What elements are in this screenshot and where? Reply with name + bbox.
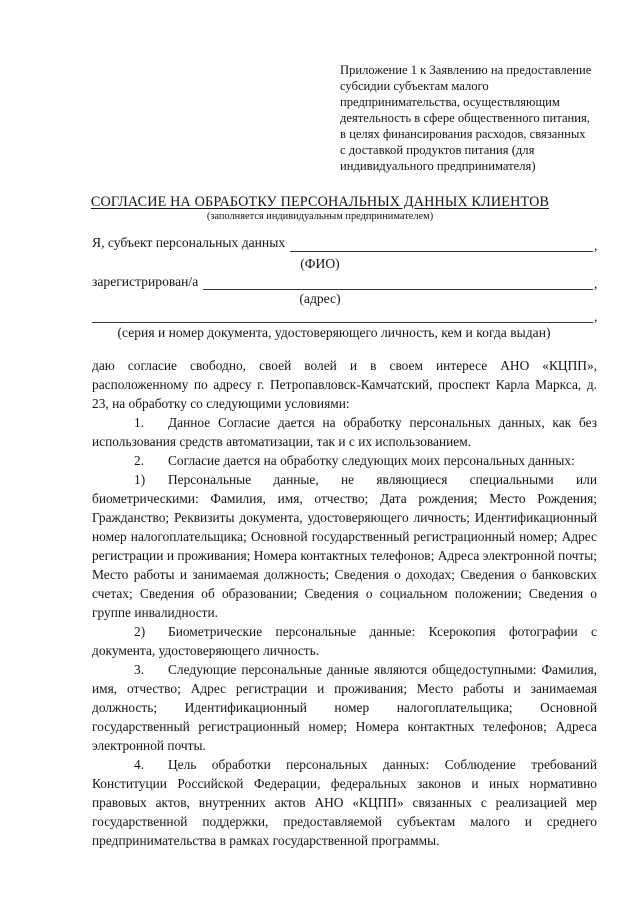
appendix-line: в целях финансирования расходов, связанных [340, 127, 586, 141]
appendix-line: деятельность в сфере общественного питания, [340, 111, 590, 125]
clause-text: Следующие персональные данные являются общедоступными: Фамилия, имя, отчество; Адрес регистрации и проживания; Место работы и занимаемая должность; Идентификационный номер налогоплательщика; Основной государственный регистрационный номер; Номера контактных телефонов; Адреса электронной почты. [92, 662, 597, 753]
address-field[interactable] [203, 289, 593, 290]
document-caption: (серия и номер документа, удостоверяющего личность, кем и когда выдан) [117, 325, 551, 340]
address-caption: (адрес) [299, 291, 341, 306]
clause-number: 2. [134, 453, 145, 468]
appendix-line: Приложение 1 к Заявлению на предоставление [340, 63, 592, 77]
document-title-text: СОГЛАСИЕ НА ОБРАБОТКУ ПЕРСОНАЛЬНЫХ ДАННЫХ КЛИЕНТОВ [90, 194, 550, 210]
fio-field[interactable] [290, 251, 593, 252]
registered-label: зарегистрирован/а [92, 274, 199, 289]
clause-2 [92, 451, 597, 470]
clause-2-1 [92, 470, 597, 622]
clause-text: Персональные данные, не являющиеся специальными или биометрическими: Фамилия, имя, отчество; Дата рождения; Место Рождения; Гражданство; Реквизиты документа, удостоверяющего личность; Идентификационный номер налогоплательщика; Основной государственный регистрационный номер; Адрес регистрации и проживания; Номера контактных телефонов; Адреса электронной почты; Место работы и занимаемая должность; Сведения о доходах; Сведения о банковских счетах; Сведения об образовании; Сведения о социальном положении; Сведения о группе инвалидности. [92, 472, 597, 620]
appendix-line: предпринимательства, осуществляющим [340, 95, 560, 109]
clause-number: 1) [134, 472, 146, 487]
intro-paragraph: даю согласие свободно, своей волей и в своем интересе АНО «КЦПП», расположенному по адресу г. Петропавловск-Камчатский, проспект Карла Маркса, д. 23, на обработку со следующими условиями: [92, 358, 597, 411]
clause-number: 3. [134, 662, 145, 677]
appendix-line: индивидуального предпринимателя) [340, 159, 536, 173]
document-field[interactable] [92, 322, 593, 323]
comma: , [594, 238, 598, 253]
subject-label: Я, субъект персональных данных [92, 235, 286, 250]
clause-number: 1. [134, 415, 145, 430]
appendix-header [340, 62, 596, 174]
clause-1 [92, 413, 597, 451]
clause-2-2 [92, 622, 597, 660]
consent-body [92, 356, 597, 850]
document-subtitle: (заполняется индивидуальным предпринимателем) [206, 211, 434, 222]
clause-text: Данное Согласие дается на обработку персональных данных, как без использования средств автоматизации, так и с их использованием. [92, 415, 597, 449]
clause-number: 2) [134, 624, 146, 639]
appendix-line: субсидии субъектам малого [340, 79, 489, 93]
clause-3 [92, 660, 597, 755]
fio-caption: (ФИО) [300, 256, 340, 271]
clause-4 [92, 755, 597, 850]
clause-text: Цель обработки персональных данных: Соблюдение требований Конституции Российской Федерации, федеральных законов и иных нормативно правовых актов, внутренних актов АНО «КЦПП» связанных с реализацией мер государственной поддержки, предоставляемой субъектам малого и среднего предпринимательства в рамках государственной программы. [92, 757, 597, 848]
comma: , [594, 309, 598, 324]
comma: , [594, 276, 598, 291]
clause-text: Согласие дается на обработку следующих моих персональных данных: [168, 453, 575, 468]
clause-text: Биометрические персональные данные: Ксерокопия фотографии с документа, удостоверяющего личность. [92, 624, 597, 658]
clause-number: 4. [134, 757, 145, 772]
appendix-line: с доставкой продуктов питания (для [340, 143, 535, 157]
document-title [0, 194, 640, 211]
